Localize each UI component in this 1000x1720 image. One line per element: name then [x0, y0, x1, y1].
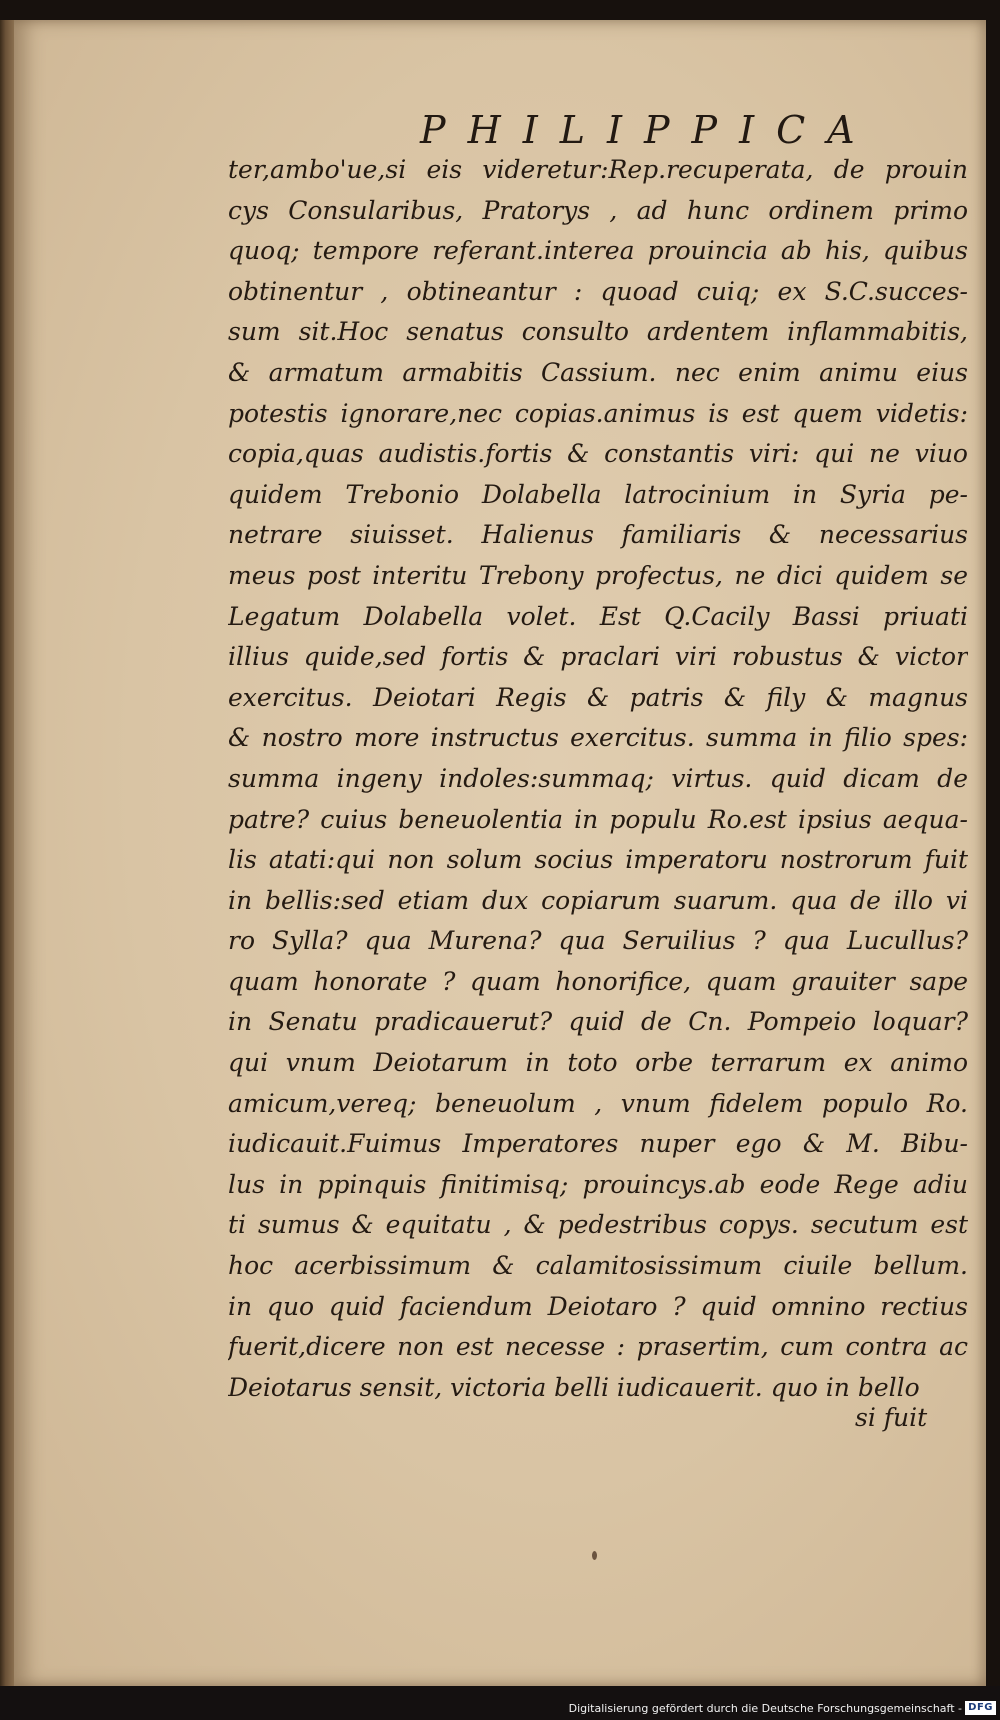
- text-line: in Senatu pradicauerut? quid de Cn. Pompeio loquar?: [228, 1007, 968, 1037]
- text-line: obtinentur , obtineantur : quoad cuiq; ex S.C.succes-: [228, 276, 968, 306]
- text-line: hoc acerbissimum & calamitosissimum ciuile bellum.: [228, 1251, 968, 1281]
- text-line: Deiotarus sensit, victoria belli iudicauerit. quo in bello: [228, 1372, 920, 1402]
- text-block: [228, 150, 968, 1408]
- dfg-logo: DFG: [965, 1701, 996, 1715]
- text-line: summa ingeny indoles:summaq; virtus. quid dicam de: [228, 763, 968, 793]
- text-line: & nostro more instructus exercitus. summa in filio spes:: [228, 723, 968, 753]
- text-line: quam honorate ? quam honorifice, quam grauiter sape: [228, 966, 968, 996]
- funding-notice: Digitalisierung gefördert durch die Deutsche Forschungsgemeinschaft -: [568, 1702, 962, 1715]
- text-line: lis atati:qui non solum socius imperatoru nostrorum fuit: [228, 845, 968, 875]
- text-line: cys Consularibus, Pratorys , ad hunc ordinem primo: [228, 195, 968, 225]
- text-line: qui vnum Deiotarum in toto orbe terrarum ex animo: [228, 1048, 968, 1078]
- text-line: ro Sylla? qua Murena? qua Seruilius ? qua Lucullus?: [228, 926, 968, 956]
- catchword: si fuit: [855, 1403, 928, 1432]
- book-binding-edge: [0, 20, 14, 1686]
- text-line: quidem Trebonio Dolabella latrocinium in Syria pe-: [228, 479, 968, 509]
- text-line: iudicauit.Fuimus Imperatores nuper ego & M. Bibu-: [228, 1129, 968, 1159]
- text-line: in quo quid faciendum Deiotaro ? quid omnino rectius: [228, 1291, 968, 1321]
- text-line: patre? cuius beneuolentia in populu Ro.est ipsius aequa-: [228, 804, 968, 834]
- text-line: fuerit,dicere non est necesse : prasertim, cum contra ac: [228, 1332, 968, 1362]
- text-line: in bellis:sed etiam dux copiarum suarum. qua de illo vi: [228, 885, 968, 915]
- paper-blemish: [592, 1551, 597, 1560]
- text-line: netrare siuisset. Halienus familiaris & necessarius: [228, 520, 968, 550]
- text-line: lus in ppinquis finitimisq; prouincys.ab eode Rege adiu: [228, 1169, 968, 1199]
- text-line: potestis ignorare,nec copias.animus is est quem videtis:: [228, 398, 968, 428]
- running-head: PHILIPPICA: [420, 108, 877, 152]
- text-line: Legatum Dolabella volet. Est Q.Cacily Bassi priuati: [228, 601, 968, 631]
- text-line: exercitus. Deiotari Regis & patris & fily & magnus: [228, 682, 968, 712]
- text-line: illius quide,sed fortis & praclari viri robustus & victor: [228, 642, 968, 672]
- text-line: ter,ambo'ue,si eis videretur:Rep.recuperata, de prouin: [228, 155, 968, 184]
- text-line: ti sumus & equitatu , & pedestribus copys. secutum est: [228, 1210, 968, 1240]
- text-line: amicum,vereq; beneuolum , vnum fidelem populo Ro.: [228, 1088, 968, 1118]
- text-line: meus post interitu Trebony profectus, ne dici quidem se: [228, 560, 968, 590]
- text-line: & armatum armabitis Cassium. nec enim animu eius: [228, 357, 968, 387]
- text-line: quoq; tempore referant.interea prouincia ab his, quibus: [228, 236, 968, 266]
- text-line: copia,quas audistis.fortis & constantis viri: qui ne viuo: [228, 439, 968, 469]
- text-line: sum sit.Hoc senatus consulto ardentem inflammabitis,: [228, 317, 968, 347]
